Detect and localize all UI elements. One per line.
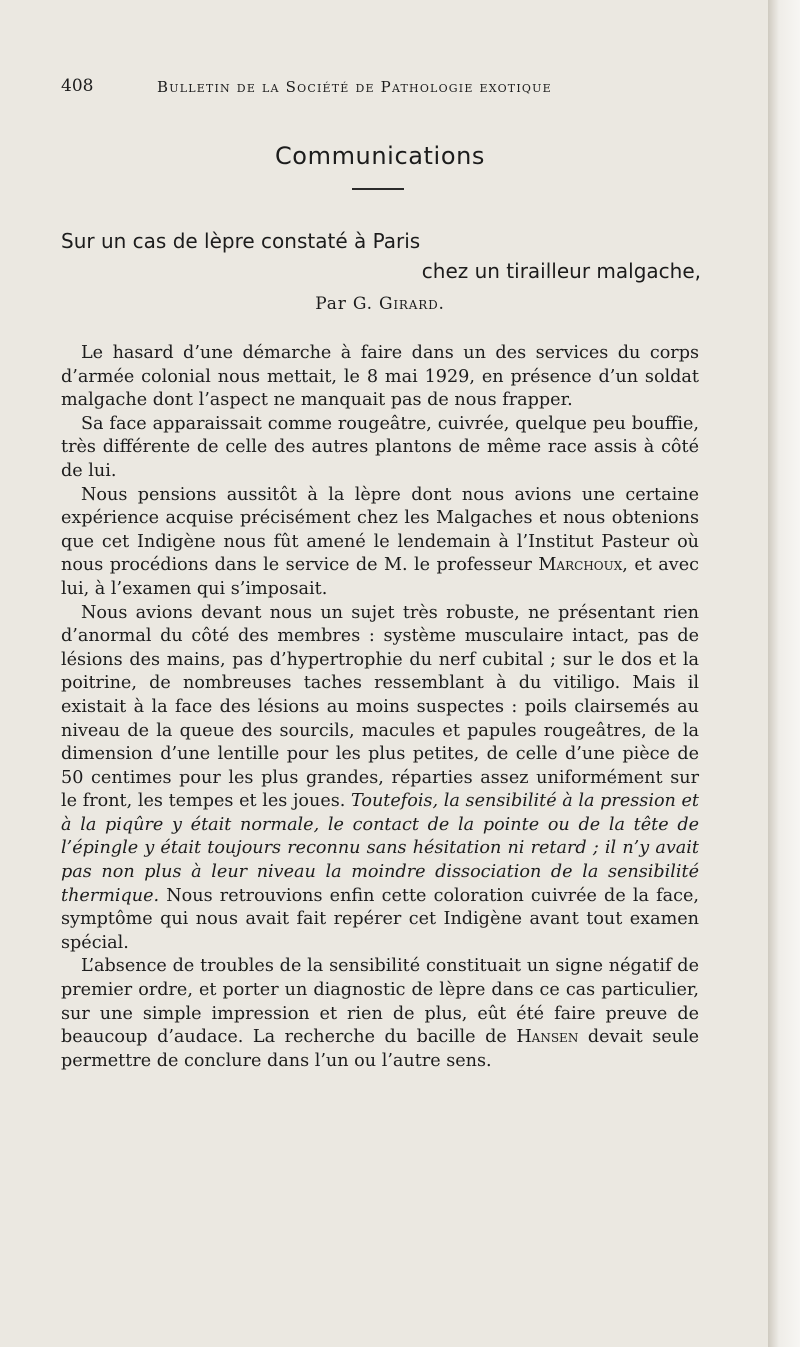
article-title [61,226,701,286]
paragraph-5-text-b: devait seule permettre de conclure dans l’un ou l’autre sens. [61,1027,700,1071]
paragraph-4-italic: Toutefois, la sensibilité à la pression et à la piqûre y était normale, le contact de la pointe ou de la tête de l’épingle y était toujours reconnu sans hésitation ni retard ; il n’y avait pas non plus à leur niveau la moindre dissociation de la sensibilité thermique. [61,791,699,906]
article-body [61,342,699,1073]
paragraph-4-text-b: Nous retrouvions enfin cette coloration cuivrée de la face, symptôme qui nous avait fait repérer cet Indigène avant tout examen spécial. [61,885,699,953]
paragraph-5 [61,955,699,1073]
running-head: Bulletin de la Société de Pathologie exotique [157,78,552,96]
byline-prefix: Par G. [315,294,380,314]
title-rule [352,188,404,190]
professor-name: Marchoux [538,555,623,576]
paragraph-5-text-a: L’absence de troubles de la sensibilité constituait un signe négatif de premier ordre, et porter un diagnostic de lèpre dans ce cas particulier, sur une simple impression et rien de plus, eût été faire preuve de beaucoup d’audace. La recherche du bacille de [61,956,699,1048]
paragraph-2: Sa face apparaissait comme rougeâtre, cuivrée, quelque peu bouffie, très différente de celle des autres plantons de même race assis à côté de lui. [61,413,699,481]
page-edge [768,0,800,1347]
author-byline [0,294,760,314]
section-title: Communications [274,142,486,170]
article-title-line-2: chez un tirailleur malgache, [421,259,701,283]
byline-suffix: . [438,294,445,314]
paragraph-4-text-a: Nous avions devant nous un sujet très robuste, ne présentant rien d’anormal du côté des membres : système musculaire intact, pas de lésions des mains, pas d’hypertrophie du nerf cubital ; sur le dos et la poitrine, de nombreuses taches ressemblant à du vitiligo. Mais il existait à la face des lésions au moins suspectes : poils clairsemés au niveau de la queue des sourcils, macules et papules rougeâtres, de la dimension d’une lentille pour les plus petites, de celle d’une pièce de 50 centimes pour les plus grandes, réparties assez uniformément sur le front, les tempes et les joues. [61,602,699,812]
article-title-line-1: Sur un cas de lèpre constaté à Paris [61,229,421,253]
author-name: Girard [379,294,439,314]
paragraph-4 [61,602,699,956]
paragraph-3 [61,484,699,602]
paragraph-1: Le hasard d’une démarche à faire dans un des services du corps d’armée colonial nous mettait, le 8 mai 1929, en présence d’un soldat malgache dont l’aspect ne manquait pas de nous frapper. [61,343,699,411]
page-header [61,76,701,100]
hansen-name: Hansen [516,1027,579,1048]
paragraph-3-text-a: Nous pensions aussitôt à la lèpre dont nous avions une certaine expérience acquise précisément chez les Malgaches et nous obtenions que cet Indigène nous fût amené le lendemain à l’Institut Pasteur où nous procédions dans le service de M. le professeur [61,484,699,576]
page-number: 408 [61,76,94,96]
paragraph-3-text-b: , et avec lui, à l’examen qui s’imposait. [61,555,699,599]
